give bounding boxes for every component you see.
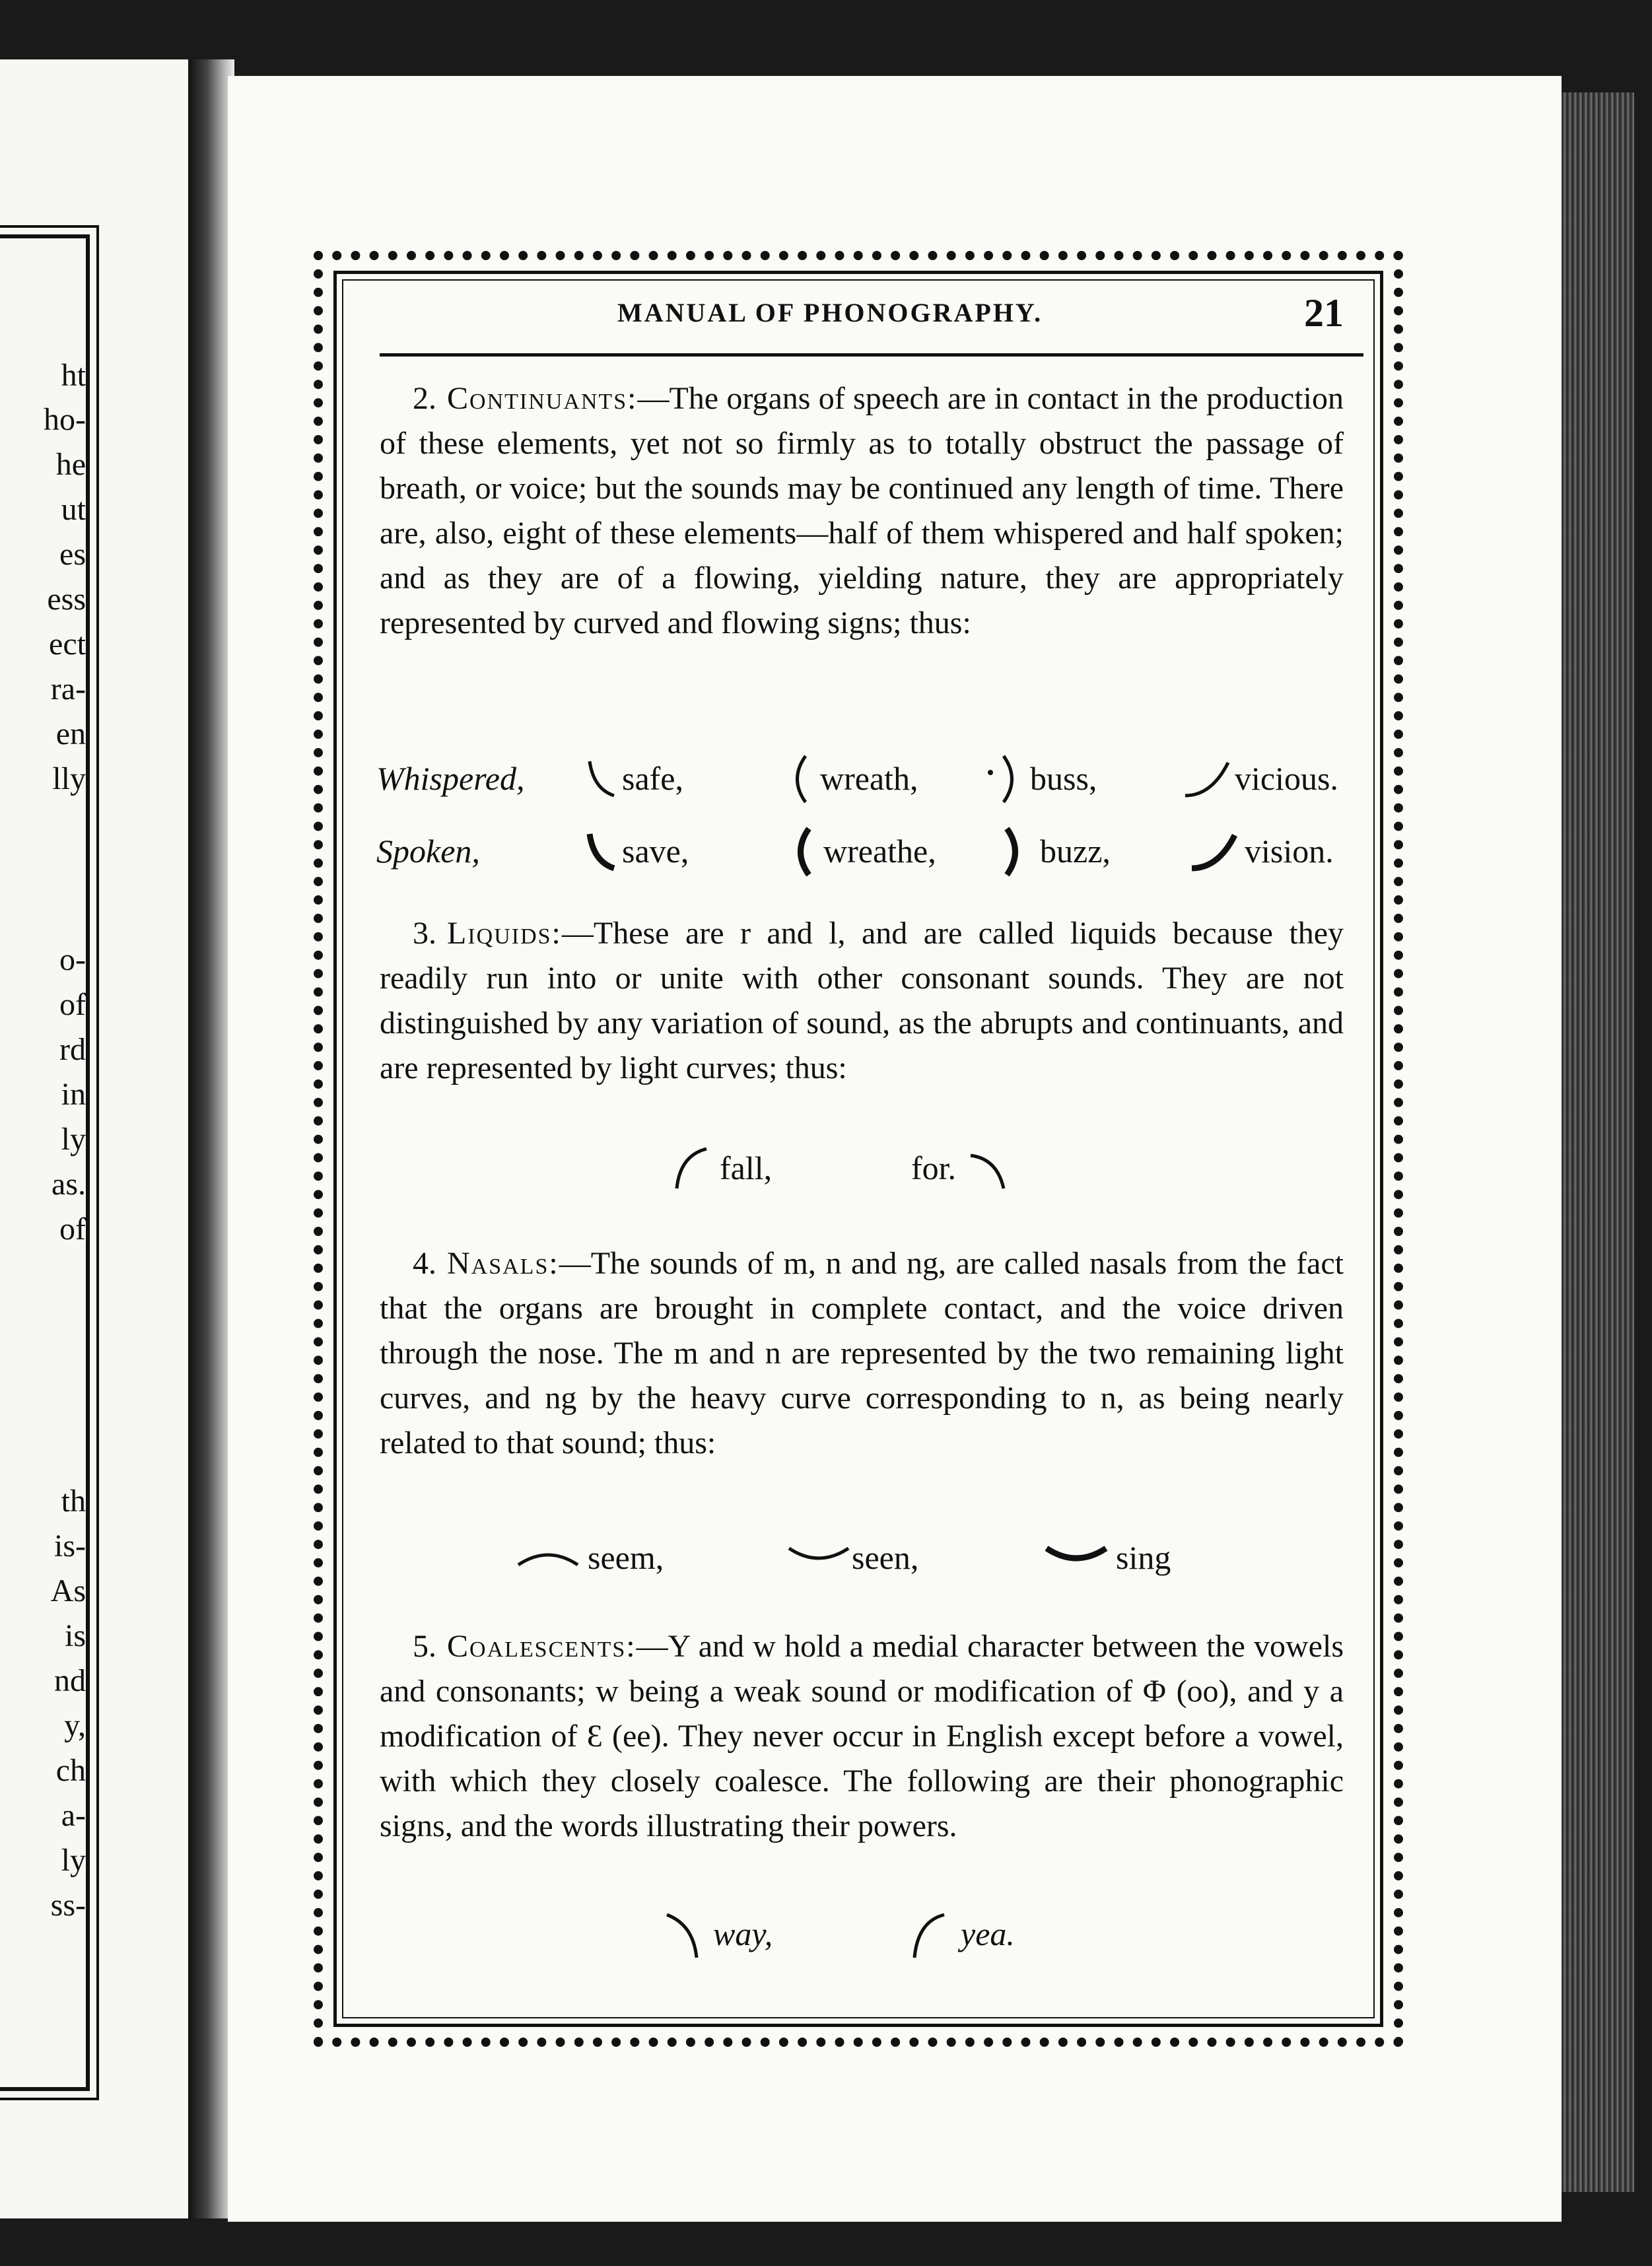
section-heading: Continuants: xyxy=(447,381,638,416)
example-word: sing xyxy=(1116,1539,1171,1576)
left-fragment: of xyxy=(59,987,86,1022)
th-sign-icon xyxy=(786,753,812,806)
left-fragment: of xyxy=(59,1212,86,1247)
left-fragment: ly xyxy=(61,1843,86,1878)
left-fragment: a- xyxy=(61,1798,86,1833)
left-fragment: ht xyxy=(61,358,86,393)
left-fragment: ly xyxy=(61,1122,86,1157)
z-sign-icon xyxy=(1000,825,1027,878)
spoken-row xyxy=(376,825,1354,878)
left-fragment: th xyxy=(61,1484,86,1519)
left-fragment: lly xyxy=(52,761,86,796)
example-word: save, xyxy=(622,833,689,870)
example-word: yea. xyxy=(961,1915,1015,1952)
m-sign-icon xyxy=(515,1545,581,1571)
left-fragment: ess xyxy=(47,582,86,617)
left-fragment: as. xyxy=(52,1167,86,1202)
liquids-examples xyxy=(670,1142,1132,1195)
n-sign-icon xyxy=(786,1542,852,1568)
example-word: safe, xyxy=(622,760,683,797)
left-fragment: y, xyxy=(64,1708,86,1743)
w-sign-icon xyxy=(664,1911,703,1961)
section-heading: Nasals: xyxy=(447,1246,559,1281)
header-rule xyxy=(380,353,1363,357)
whispered-row xyxy=(376,753,1354,806)
page-content xyxy=(360,284,1363,2014)
example-word: seem, xyxy=(588,1539,664,1576)
left-fragment: ect xyxy=(49,627,86,662)
example-word: way, xyxy=(713,1915,773,1952)
running-title: MANUAL OF PHONOGRAPHY. xyxy=(617,298,1043,327)
left-fragment: rd xyxy=(59,1032,86,1067)
left-fragment: ss- xyxy=(50,1888,86,1923)
example-word: fall, xyxy=(720,1150,773,1186)
section-number: 5. xyxy=(413,1629,436,1664)
left-fragment: he xyxy=(55,447,86,482)
section-number: 3. xyxy=(413,916,436,951)
y-sign-icon xyxy=(908,1911,947,1961)
left-fragment: is- xyxy=(54,1528,86,1563)
section-liquids xyxy=(380,911,1344,1091)
section-number: 4. xyxy=(413,1246,436,1281)
sh-sign-icon xyxy=(1182,756,1235,802)
section-text: —Y and w hold a medial character between the vowels and consonants; w being a weak sound or modification of Φ (oo), and y a modification of Ɛ (ee). They never occur in English except before a vowel, with which they closely coalesce. The following are their phonographic signs, and the words illustrating their powers. xyxy=(380,1629,1344,1843)
left-fragment: nd xyxy=(54,1663,86,1698)
coalescents-examples xyxy=(664,1908,1192,1961)
left-fragment: o- xyxy=(59,942,86,977)
section-nasals xyxy=(380,1241,1344,1466)
section-continuants xyxy=(380,376,1344,646)
left-fragment: ch xyxy=(55,1753,86,1788)
section-text: —The sounds of m, n and ng, are called nasals from the fact that the organs are brought in complete contact, and the voice driven through the nose. The m and n are represented by the two remaining light curves, and ng by the heavy curve corresponding to n, as being nearly related to that sound; thus: xyxy=(380,1246,1344,1460)
example-word: for. xyxy=(911,1150,957,1186)
example-word: wreathe, xyxy=(823,833,936,870)
row-label: Spoken, xyxy=(376,833,480,870)
section-text: —These are r and l, and are called liquids because they readily run into or unite with other consonant sounds. They are not distinguished by any variation of sound, as the abrupts and continuants, and are represented by light curves; thus: xyxy=(380,916,1344,1085)
section-text: —The organs of speech are in contact in the production of these elements, yet not so firmly as to totally obstruct the passage of breath, or voice; but the sounds may be continued any length of time. There are, also, eight of these elements—half of them whispered and half spoken; and as they are of a flowing, yielding nature, they are appropriately represented by curved and flowing signs; thus: xyxy=(380,381,1344,640)
section-number: 2. xyxy=(413,381,436,416)
left-fragment: ho- xyxy=(44,402,86,437)
example-word: wreath, xyxy=(820,760,918,797)
v-sign-icon xyxy=(584,829,617,875)
section-heading: Liquids: xyxy=(447,916,562,951)
zh-sign-icon xyxy=(1188,829,1241,875)
example-word: buzz, xyxy=(1040,833,1111,870)
example-word: vicious. xyxy=(1235,760,1338,797)
left-page-text-fragments xyxy=(0,59,188,2218)
left-facing-page xyxy=(0,59,188,2218)
left-fragment: ra- xyxy=(50,671,86,706)
left-fragment: es xyxy=(59,537,86,572)
left-fragment: en xyxy=(55,716,86,751)
section-heading: Coalescents: xyxy=(447,1629,637,1664)
l-sign-icon xyxy=(670,1146,710,1192)
left-fragment: ut xyxy=(61,492,86,527)
dh-sign-icon xyxy=(789,825,815,878)
left-fragment: As xyxy=(50,1573,86,1608)
page-edges xyxy=(1562,92,1634,2192)
running-header xyxy=(360,291,1363,337)
r-sign-icon xyxy=(967,1149,1007,1195)
left-fragment: is xyxy=(64,1618,86,1653)
f-sign-icon xyxy=(584,756,617,802)
left-fragment: in xyxy=(61,1077,86,1112)
example-word: seen, xyxy=(852,1539,919,1576)
s-sign-icon xyxy=(984,753,1023,806)
ng-sign-icon xyxy=(1043,1542,1109,1568)
nasals-examples xyxy=(515,1532,1241,1585)
example-word: vision. xyxy=(1245,833,1334,870)
section-coalescents xyxy=(380,1624,1344,1849)
page-number: 21 xyxy=(1304,291,1344,335)
example-word: buss, xyxy=(1030,760,1097,797)
row-label: Whispered, xyxy=(376,760,525,797)
